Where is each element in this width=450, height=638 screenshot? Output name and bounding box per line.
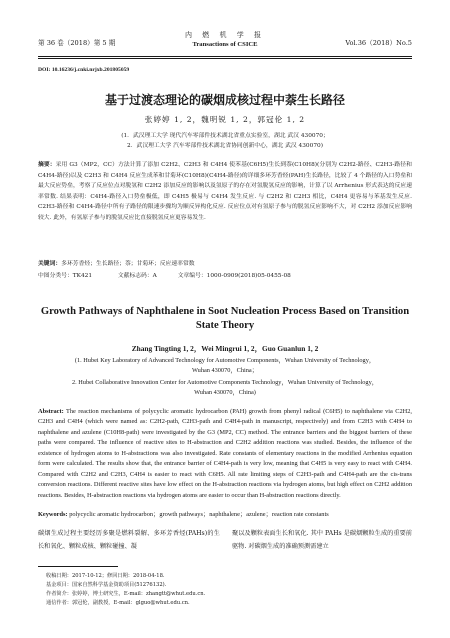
footnote-author: 作者简介：张婷婷，博士研究生，E-mail：zhangtt@whut.edu.cn. xyxy=(46,591,206,597)
title-cn: 基于过渡态理论的碳烟成核过程中萘生长路径 xyxy=(104,93,345,107)
keywords-en xyxy=(38,509,412,518)
authors-cn: 张婷婷 1, 2，魏明锐 1, 2，郭冠伦 1, 2 xyxy=(144,115,306,124)
footnote-corresponding: 通信作者：郭冠伦，副教授，E-mail：glguo@whut.edu.cn. xyxy=(46,600,190,606)
header-rule-thin xyxy=(38,58,412,59)
affiliation-en-2: 2. Hubei Collaborative Innovation Center for Automotive Components Technology，Wuhan University of Technology，Wuhan 430070，China) xyxy=(71,379,379,397)
header-rule-thick xyxy=(38,56,412,57)
affiliation-cn-2: 2．武汉理工大学 汽车零部件技术湖北省协同创新中心，湖北 武汉 430070) xyxy=(127,143,323,149)
article-number: 文章编号：1000-0909(2018)05-0455-08 xyxy=(177,273,291,279)
keywords-cn-text: 多环芳香烃；生长路径；萘；甘菊环；反应速率常数 xyxy=(61,261,195,267)
header-volume-en: Vol.36（2018）No.5 xyxy=(345,39,412,47)
footnote-rule xyxy=(38,566,118,567)
authors-en: Zhang Tingting 1, 2，Wei Mingrui 1, 2，Guo Guanlun 1, 2 xyxy=(131,344,319,353)
body-text-left: 碳烟生成过程主要经历多聚是燃料裂解、多环芳香烃(PAHs)的生长和氧化、颗粒成核、颗粒碰撞、凝 xyxy=(38,530,220,550)
document-code: 文献标志码：A xyxy=(117,273,157,279)
classification-line xyxy=(38,270,412,279)
footnote-received: 收稿日期：2017-10-12；修回日期：2018-04-18. xyxy=(46,573,165,579)
footnote-fund: 基金项目：国家自然科学基金资助项目(51276132). xyxy=(46,582,167,588)
doi[interactable]: DOI: 10.16236/j.cnki.nrjxb.201805059 xyxy=(38,67,130,73)
title-en: Growth Pathways of Naphthalene in Soot Nucleation Process Based on Transition State Theory xyxy=(40,306,410,331)
journal-name-en: Transactions of CSICE xyxy=(192,41,258,48)
abstract-cn xyxy=(38,160,412,224)
abstract-en-text: The reaction mechanisms of polycyclic aromatic hydrocarbon (PAH) growth from phenyl radical (C6H5) to naphthalene via C2H2, C2H3 and C4H4 (which were named as: C2H2-path, C2H3-path and C4H4-path in manuscript, respectively) and from C2H3 with C4H4 to naphthalene and azulene (C10H8-path) were investigated by the G3 (MP2, CC) method. The entrance barriers and the biggest barriers of these paths were compared. The influence of reactive sites to H-abstraction and C2H2 addition reactions was studied. Besides, the influence of the existence of hydrogen atoms to H-abstractions was also investigated. Rate constants of elementary reactions in the modified Arrhenius equation form were calculated. The results show that, the entrance barrier of C4H4-path is very low, meaning that C4H5 is very easy to react with C4H4. Compared with C2H2 and C2H3, C4H4 is easier to react with C6H5. All rate limiting steps of C2H3-path and C4H4-path are the cis-trans conversion reactions. Different reactive sites have low effect on the H-abstraction reactions via hydrogen atoms, but high effect on C2H2 addition reactions. Besides, H-abstraction reactions via hydrogen atoms are easier to occur than H-abstraction reactions directly. xyxy=(38,408,412,499)
abstract-cn-text: 采用 G3（MP2，CC）方法计算了添加 C2H2、C2H3 和 C4H4 使苯基(C6H5)生长到萘(C10H8)(分别为 C2H2-路径、C2H3-路径和 C4H4-路径)以及 C2H3 和 C4H4 反应生成苯和甘菊环(C10H8)(C4H4-路径)的详细多环芳香烃(PAH)生长路径，比较了 4 个路径的入口势垒和最大反应势垒，考察了反应位点对脱氢和 C2H2 添加反应的影响以及氢原子的存在对氢脱氢反应的影响，计算了以 Arrhenius 形式表达的反应速率常数. 结果表明：C4H4-路径入口势垒极低，即 C4H5 极易与 C4H4 发生反应. 与 C2H2 和 C2H3 相比，C4H4 更容易与苯基发生反应. C2H3-路径和 C4H4-路径中所有子路径的限速步骤均为顺反异构化反应. 反应位点对有氢原子参与的脱氢反应影响不大，对 C2H2 添加反应影响较大. 此外，有氢原子参与的脱氢反应比直接脱氢反应更容易发生. xyxy=(38,162,412,221)
keywords-cn-label: 关键词： xyxy=(38,261,62,267)
journal-name-cn: 内 燃 机 学 报 xyxy=(185,31,265,39)
keywords-cn xyxy=(38,258,412,267)
keywords-en-text: polycyclic aromatic hydrocarbon；growth pathways；naphthalene；azulene；reaction rate constants xyxy=(69,511,329,518)
clc-number: 中图分类号：TK421 xyxy=(38,273,93,279)
affiliation-en-1: (1. Hubei Key Laboratory of Advanced Technology for Automotive Components，Wuhan University of Technology，Wuhan 430070，China； xyxy=(74,357,376,375)
running-header xyxy=(38,30,412,54)
affiliation-cn-1: (1．武汉理工大学 现代汽车零部件技术湖北省重点实验室，湖北 武汉 430070； xyxy=(121,133,329,139)
body-text-right: 聚以及颗粒表面生长和氧化. 其中 PAHs 是碳烟颗粒生成的重要前驱物. 对碳烟生成的准确预测需建立 xyxy=(232,530,412,550)
abstract-cn-label: 摘要： xyxy=(38,162,56,168)
abstract-en-label: Abstract: xyxy=(38,408,64,415)
keywords-en-label: Keywords: xyxy=(38,511,68,518)
abstract-en xyxy=(38,407,412,501)
header-volume-cn: 第 36 卷（2018）第 5 期 xyxy=(38,39,116,47)
